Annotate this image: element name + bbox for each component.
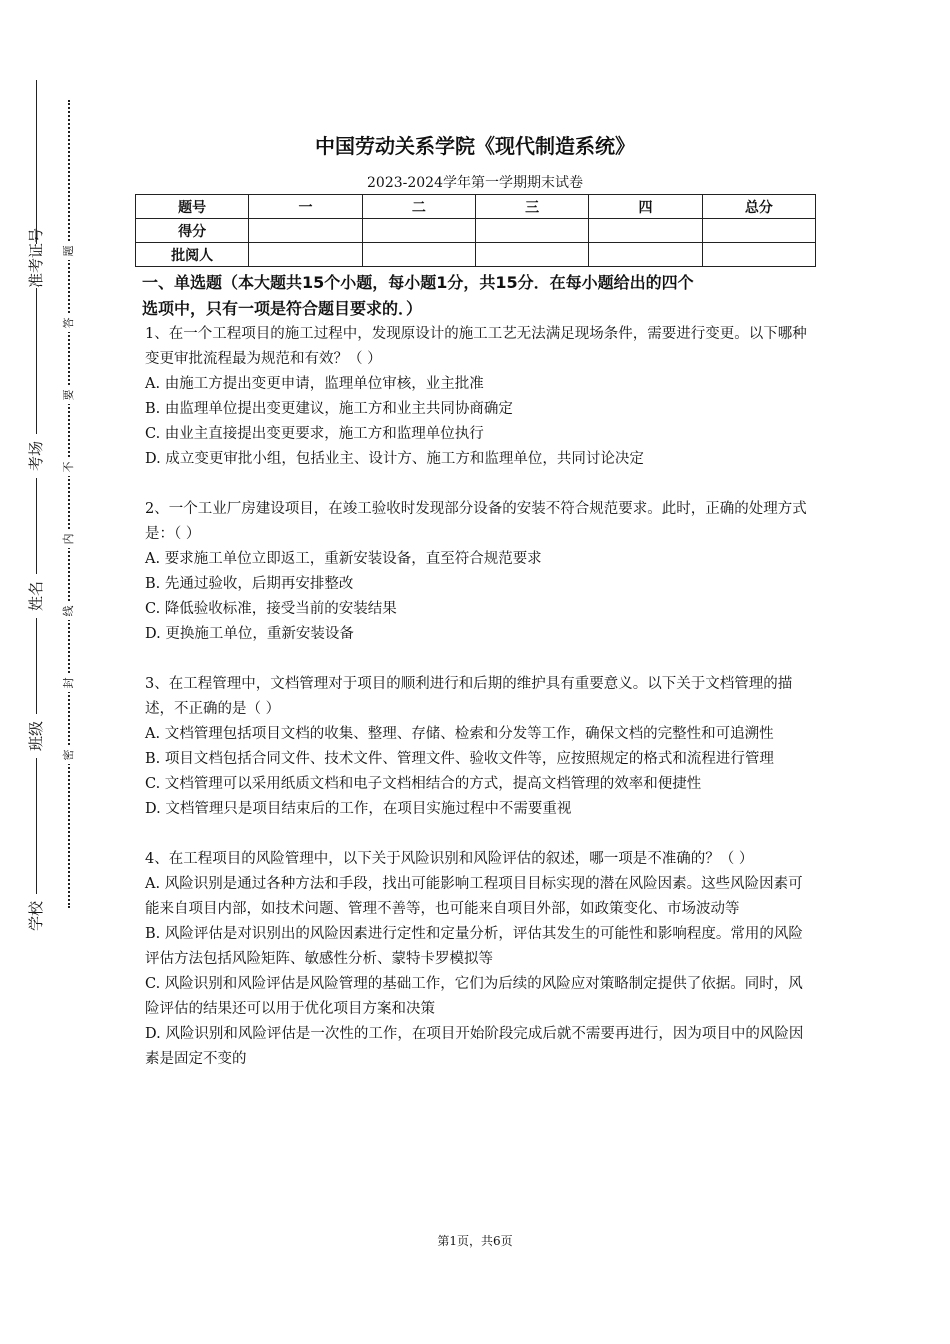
seal-char: 封 [62, 674, 76, 692]
question-option: D. 成立变更审批小组，包括业主、设计方、施工方和监理单位，共同讨论决定 [145, 451, 644, 467]
question-option: A. 风险识别是通过各种方法和手段，找出可能影响工程项目目标实现的潜在风险因素。这些风险因素可能来自项目内部，如技术问题、管理不善等，也可能来自项目外部，如政策变化、市场波动等 [145, 876, 803, 917]
score-table-header-row [136, 195, 816, 219]
field-label-exam-room: 考场 [25, 434, 47, 478]
grader-cell [589, 243, 702, 267]
page-footer: 第1页，共6页 [437, 1234, 513, 1248]
question-option: C. 降低验收标准，接受当前的安装结果 [145, 601, 397, 617]
seal-char: 线 [62, 602, 76, 620]
binding-margin [0, 80, 90, 940]
field-label-class: 班级 [25, 714, 47, 758]
question-stem: 1、在一个工程项目的施工过程中，发现原设计的施工工艺无法满足现场条件，需要进行变更。以下哪种变更审批流程最为规范和有效？（ ） [145, 326, 807, 367]
score-table-score-row [136, 219, 816, 243]
grader-cell [362, 243, 475, 267]
score-cell [702, 219, 815, 243]
seal-char: 内 [62, 530, 76, 548]
score-cell [589, 219, 702, 243]
question-option: C. 由业主直接提出变更要求，施工方和监理单位执行 [145, 426, 484, 442]
field-label-exam-number: 准考证号 [27, 227, 45, 288]
question-option: D. 文档管理只是项目结束后的工作，在项目实施过程中不需要重视 [145, 801, 572, 817]
seal-char: 要 [62, 386, 76, 404]
score-cell [249, 219, 362, 243]
question-stem: 3、在工程管理中，文档管理对于项目的顺利进行和后期的维护具有重要意义。以下关于文档管理的描述，不正确的是（ ） [145, 676, 793, 717]
question-4 [145, 847, 815, 1072]
question-3 [145, 672, 815, 822]
score-header-cell: 三 [475, 195, 588, 219]
score-header-cell: 二 [362, 195, 475, 219]
grader-cell [249, 243, 362, 267]
section-heading-line: 选项中，只有一项是符合题目要求的．） [142, 299, 423, 318]
binding-solid-line [36, 80, 37, 910]
score-cell [362, 219, 475, 243]
question-option: D. 更换施工单位，重新安装设备 [145, 626, 354, 642]
seal-char: 密 [62, 746, 76, 764]
grader-cell [475, 243, 588, 267]
score-header-cell: 一 [249, 195, 362, 219]
question-option: C. 文档管理可以采用纸质文档和电子文档相结合的方式，提高文档管理的效率和便捷性 [145, 776, 702, 792]
binding-dotted-line [68, 100, 70, 908]
question-option: B. 风险评估是对识别出的风险因素进行定性和定量分析，评估其发生的可能性和影响程度。常用的风险评估方法包括风险矩阵、敏感性分析、蒙特卡罗模拟等 [145, 926, 803, 967]
question-option: B. 由监理单位提出变更建议，施工方和业主共同协商确定 [145, 401, 513, 417]
exam-content [142, 270, 815, 1072]
seal-char: 答 [62, 314, 76, 332]
question-stem: 4、在工程项目的风险管理中，以下关于风险识别和风险评估的叙述，哪一项是不准确的？（ ） [145, 851, 754, 867]
score-header-cell: 题号 [136, 195, 249, 219]
question-option: B. 项目文档包括合同文件、技术文件、管理文件、验收文件等，应按照规定的格式和流程进行管理 [145, 751, 774, 767]
field-label-school: 学校 [25, 894, 47, 938]
question-option: C. 风险识别和风险评估是风险管理的基础工作，它们为后续的风险应对策略制定提供了依据。同时，风险评估的结果还可以用于优化项目方案和决策 [145, 976, 803, 1017]
seal-char: 不 [62, 458, 76, 476]
grader-row-label: 批阅人 [136, 243, 249, 267]
seal-char: 题 [62, 242, 76, 260]
section-heading [142, 270, 815, 322]
score-header-cell: 四 [589, 195, 702, 219]
question-option: D. 风险识别和风险评估是一次性的工作，在项目开始阶段完成后就不需要再进行，因为项目中的风险因素是固定不变的 [145, 1026, 804, 1067]
score-table-grader-row [136, 243, 816, 267]
field-label-name: 姓名 [25, 574, 47, 618]
question-stem: 2、一个工业厂房建设项目，在竣工验收时发现部分设备的安装不符合规范要求。此时，正确的处理方式是：（ ） [145, 501, 807, 542]
score-row-label: 得分 [136, 219, 249, 243]
question-option: B. 先通过验收，后期再安排整改 [145, 576, 354, 592]
question-1 [145, 322, 815, 472]
question-option: A. 要求施工单位立即返工，重新安装设备，直至符合规范要求 [145, 551, 542, 567]
score-cell [475, 219, 588, 243]
grader-cell [702, 243, 815, 267]
exam-subtitle: 2023-2024学年第一学期期末试卷 [367, 175, 583, 191]
question-2 [145, 497, 815, 647]
question-option: A. 由施工方提出变更申请，监理单位审核，业主批准 [145, 376, 484, 392]
score-table [135, 194, 816, 267]
exam-title: 中国劳动关系学院《现代制造系统》 [315, 134, 635, 158]
score-header-cell: 总分 [702, 195, 815, 219]
question-option: A. 文档管理包括项目文档的收集、整理、存储、检索和分发等工作，确保文档的完整性和可追溯性 [145, 726, 774, 742]
section-heading-line: 一、单选题（本大题共15个小题，每小题1分，共15分．在每小题给出的四个 [142, 273, 694, 292]
